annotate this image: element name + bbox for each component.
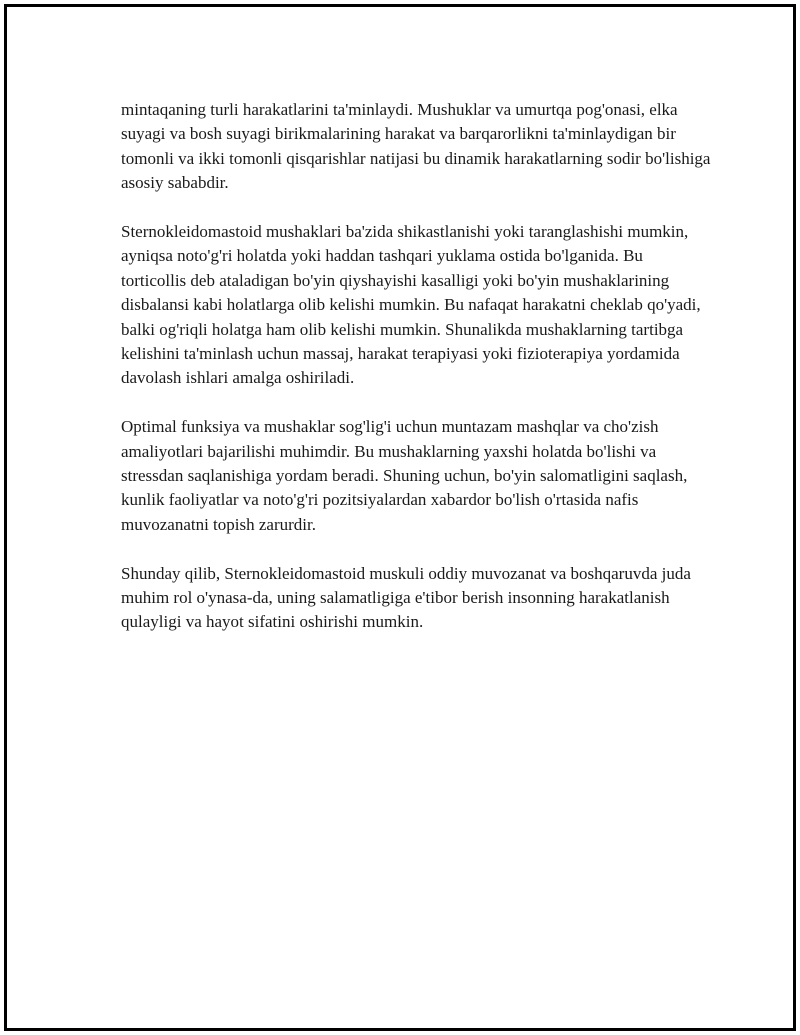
paragraph-3: Optimal funksiya va mushaklar sog'lig'i uchun muntazam mashqlar va cho'zish amaliyotlari bajarilishi muhimdir. Bu mushaklarning yaxshi holatda bo'lishi va stressdan saqlanishiga yordam beradi. Shuning uchun, bo'yin salomatligini saqlash, kunlik faoliyatlar va noto'g'ri pozitsiyalardan xabardor bo'lish o'rtasida nafis muvozanatni topish zarurdir. xyxy=(121,417,688,534)
paragraph-4: Shunday qilib, Sternokleidomastoid muskuli oddiy muvozanat va boshqaruvda juda muhim rol o'ynasa-da, uning salamatligiga e'tibor berish insonning harakatlanish qulayligi va hayot sifatini oshirishi mumkin. xyxy=(121,563,691,632)
page-frame xyxy=(4,4,796,1031)
paragraph-1: mintaqaning turli harakatlarini ta'minlaydi. Mushuklar va umurtqa pog'onasi, elka suyagi va bosh suyagi birikmalarining harakat va barqarorlikni ta'minlaydigan bir tomonli va ikki tomonli qisqarishlar natijasi bu dinamik harakatlarning sodir bo'lishiga asosiy sababdir. xyxy=(121,100,711,193)
document-body xyxy=(121,98,711,659)
paragraph-2: Sternokleidomastoid mushaklari ba'zida shikastlanishi yoki taranglashishi mumkin, ayniqsa noto'g'ri holatda yoki haddan tashqari yuklama ostida bo'lganida. Bu torticollis deb ataladigan bo'yin qiyshayishi kasalligi yoki bo'yin mushaklarining disbalansi kabi holatlarga olib kelishi mumkin. Bu nafaqat harakatni cheklab qo'yadi, balki og'riqli holatga ham olib kelishi mumkin. Shunalikda mushaklarning tartibga kelishini ta'minlash uchun massaj, harakat terapiyasi yoki fizioterapiya yordamida davolash ishlari amalga oshiriladi. xyxy=(121,222,701,388)
